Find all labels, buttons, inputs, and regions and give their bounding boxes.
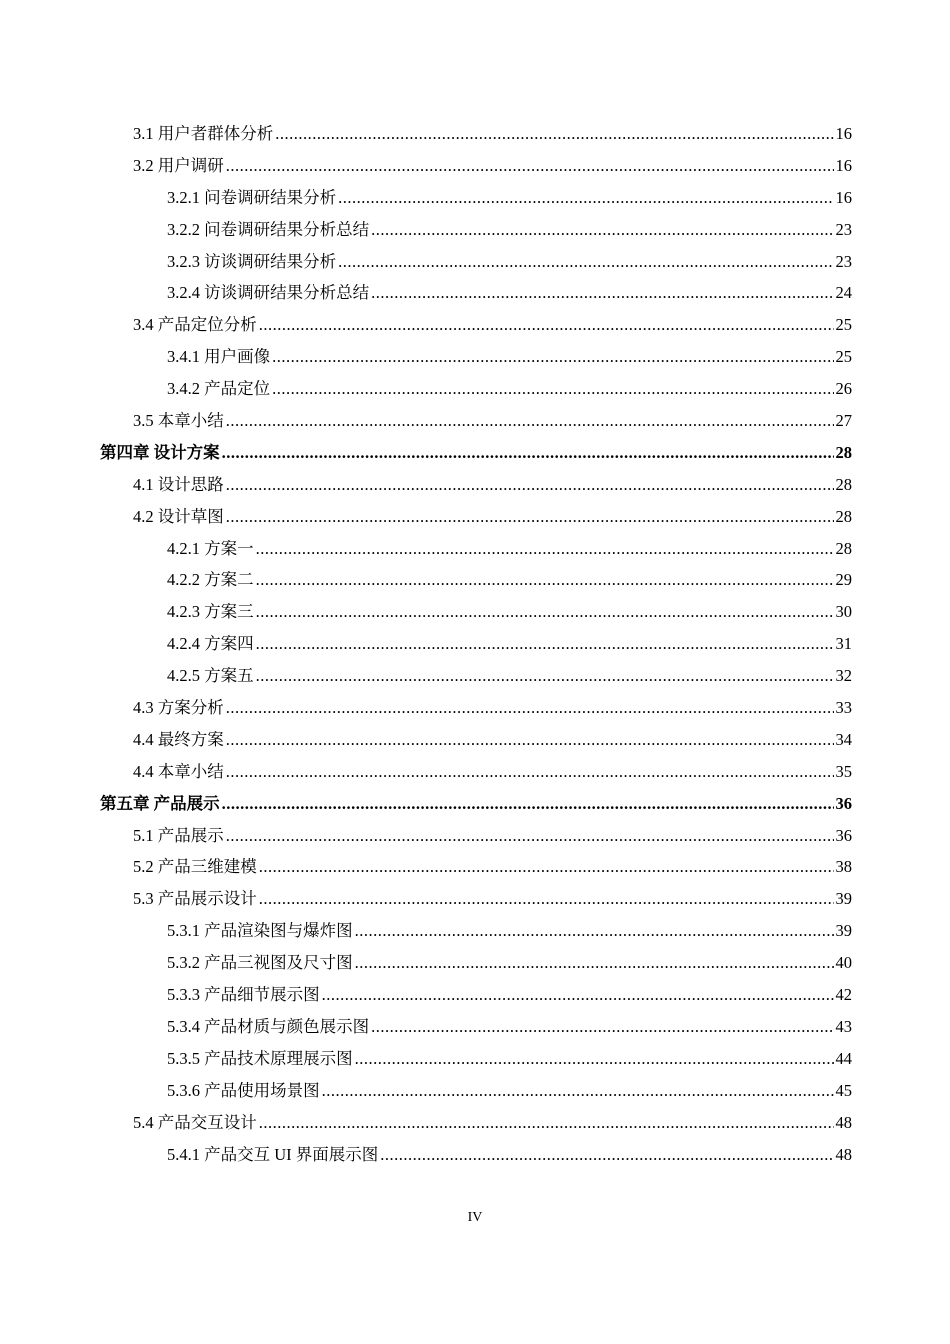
toc-entry-title: 4.3 方案分析 <box>133 698 224 718</box>
toc-entry-title: 5.1 产品展示 <box>133 825 224 845</box>
toc-entry-page: 36 <box>835 793 852 813</box>
toc-dot-leader <box>371 277 833 309</box>
toc-entry-page: 23 <box>835 251 852 271</box>
toc-entry-page: 25 <box>835 347 852 367</box>
toc-dot-leader <box>256 660 834 692</box>
toc-entry[interactable] <box>100 947 852 979</box>
toc-entry[interactable] <box>100 309 852 341</box>
toc-dot-leader <box>256 628 834 660</box>
toc-entry-page: 16 <box>835 187 852 207</box>
toc-entry[interactable] <box>100 788 852 820</box>
toc-dot-leader <box>259 309 834 341</box>
toc-entry-title: 4.2.2 方案二 <box>167 570 254 590</box>
toc-dot-leader <box>259 1107 834 1139</box>
toc-entry-page: 43 <box>835 1016 852 1036</box>
toc-entry-page: 28 <box>835 538 852 558</box>
toc-entry-page: 34 <box>835 729 852 749</box>
toc-entry-title: 3.4.2 产品定位 <box>167 379 271 399</box>
toc-dot-leader <box>338 246 833 278</box>
toc-dot-leader <box>272 341 833 373</box>
toc-dot-leader <box>222 437 834 469</box>
toc-entry-page: 26 <box>835 379 852 399</box>
toc-dot-leader <box>355 947 834 979</box>
toc-dot-leader <box>272 373 833 405</box>
toc-entry-page: 30 <box>835 602 852 622</box>
toc-entry-title: 5.3.5 产品技术原理展示图 <box>167 1048 353 1068</box>
toc-entry-title: 第四章 设计方案 <box>100 442 220 462</box>
toc-entry-page: 28 <box>835 474 852 494</box>
toc-entry-title: 5.3.6 产品使用场景图 <box>167 1080 320 1100</box>
toc-entry-title: 5.3.2 产品三视图及尺寸图 <box>167 953 353 973</box>
toc-entry[interactable] <box>100 851 852 883</box>
toc-entry[interactable] <box>100 150 852 182</box>
toc-dot-leader <box>355 915 834 947</box>
toc-entry-page: 16 <box>835 155 852 175</box>
toc-dot-leader <box>275 118 833 150</box>
toc-entry[interactable] <box>100 883 852 915</box>
toc-entry-title: 3.4.1 用户画像 <box>167 347 271 367</box>
toc-dot-leader <box>322 979 834 1011</box>
toc-dot-leader <box>226 150 834 182</box>
toc-entry-page: 38 <box>835 857 852 877</box>
toc-entry-title: 4.2.5 方案五 <box>167 666 254 686</box>
toc-entry-page: 16 <box>835 124 852 143</box>
toc-dot-leader <box>338 182 833 214</box>
toc-entry-page: 27 <box>835 411 852 431</box>
toc-entry[interactable] <box>100 596 852 628</box>
toc-entry-title: 4.4 本章小结 <box>133 761 224 781</box>
toc-entry[interactable] <box>100 756 852 788</box>
toc-entry-title: 4.2.3 方案三 <box>167 602 254 622</box>
toc-entry-page: 28 <box>835 442 852 462</box>
toc-dot-leader <box>259 883 834 915</box>
toc-entry-page: 48 <box>835 1112 852 1132</box>
toc-entry-title: 4.1 设计思路 <box>133 474 224 494</box>
toc-entry[interactable] <box>100 1043 852 1075</box>
toc-entry[interactable] <box>100 628 852 660</box>
toc-entry[interactable] <box>100 405 852 437</box>
toc-entry-page: 23 <box>835 219 852 239</box>
toc-entry-title: 5.3.3 产品细节展示图 <box>167 985 320 1005</box>
toc-entry[interactable] <box>100 724 852 756</box>
toc-entry[interactable] <box>100 246 852 278</box>
toc-entry[interactable] <box>100 469 852 501</box>
toc-entry-title: 4.2 设计草图 <box>133 506 224 526</box>
toc-entry-title: 5.3.1 产品渲染图与爆炸图 <box>167 921 353 941</box>
toc-entry-title: 3.2.4 访谈调研结果分析总结 <box>167 283 370 303</box>
toc-entry-title: 3.5 本章小结 <box>133 411 224 431</box>
toc-entry-page: 42 <box>835 985 852 1005</box>
toc-entry[interactable] <box>100 533 852 565</box>
toc-dot-leader <box>226 469 834 501</box>
toc-entry-title: 5.4 产品交互设计 <box>133 1112 257 1132</box>
toc-entry[interactable] <box>100 118 852 150</box>
toc-entry-page: 45 <box>835 1080 852 1100</box>
toc-entry[interactable] <box>100 1139 852 1171</box>
toc-entry-title: 4.2.1 方案一 <box>167 538 254 558</box>
toc-dot-leader <box>256 533 834 565</box>
toc-dot-leader <box>355 1043 834 1075</box>
toc-entry[interactable] <box>100 437 852 469</box>
toc-dot-leader <box>259 851 834 883</box>
toc-entry-page: 32 <box>835 666 852 686</box>
toc-entry[interactable] <box>100 277 852 309</box>
toc-entry-page: 40 <box>835 953 852 973</box>
toc-entry[interactable] <box>100 979 852 1011</box>
toc-entry-title: 5.4.1 产品交互 UI 界面展示图 <box>167 1144 379 1164</box>
toc-entry-title: 3.4 产品定位分析 <box>133 315 257 335</box>
toc-entry[interactable] <box>100 660 852 692</box>
toc-entry-page: 48 <box>835 1144 852 1164</box>
toc-dot-leader <box>256 564 834 596</box>
toc-entry[interactable] <box>100 1107 852 1139</box>
toc-entry-title: 第五章 产品展示 <box>100 793 220 813</box>
toc-entry-title: 3.2.2 问卷调研结果分析总结 <box>167 219 370 239</box>
toc-dot-leader <box>380 1139 833 1171</box>
toc-entry-title: 5.3 产品展示设计 <box>133 889 257 909</box>
toc-entry-page: 44 <box>835 1048 852 1068</box>
toc-entry-title: 4.2.4 方案四 <box>167 634 254 654</box>
page-number: IV <box>467 1210 483 1225</box>
toc-entry-page: 33 <box>835 698 852 718</box>
toc-entry-page: 39 <box>835 889 852 909</box>
toc-entry[interactable] <box>100 501 852 533</box>
toc-entry[interactable] <box>100 373 852 405</box>
toc-entry[interactable] <box>100 915 852 947</box>
toc-entry-title: 5.3.4 产品材质与颜色展示图 <box>167 1016 370 1036</box>
toc-dot-leader <box>226 405 834 437</box>
toc-entry[interactable] <box>100 341 852 373</box>
toc-entry[interactable] <box>100 564 852 596</box>
toc-entry-page: 25 <box>835 315 852 335</box>
toc-dot-leader <box>226 724 834 756</box>
toc-entry-title: 4.4 最终方案 <box>133 729 224 749</box>
toc-entry-title: 3.2.1 问卷调研结果分析 <box>167 187 337 207</box>
toc-entry-page: 29 <box>835 570 852 590</box>
toc-entry-title: 3.2.3 访谈调研结果分析 <box>167 251 337 271</box>
toc-entry-page: 28 <box>835 506 852 526</box>
toc-entry-title: 3.2 用户调研 <box>133 155 224 175</box>
toc-entry[interactable] <box>100 214 852 246</box>
toc-entry[interactable] <box>100 182 852 214</box>
toc-entry-title: 5.2 产品三维建模 <box>133 857 257 877</box>
toc-dot-leader <box>226 692 834 724</box>
toc-dot-leader <box>371 1011 833 1043</box>
toc-entry-page: 35 <box>835 761 852 781</box>
toc-entry-title: 3.1 用户者群体分析 <box>133 124 274 143</box>
toc-dot-leader <box>226 820 834 852</box>
toc-dot-leader <box>322 1075 834 1107</box>
toc-entry-page: 31 <box>835 634 852 654</box>
toc-entry[interactable] <box>100 1075 852 1107</box>
toc-dot-leader <box>371 214 833 246</box>
toc-entry-page: 39 <box>835 921 852 941</box>
toc-entry[interactable] <box>100 820 852 852</box>
toc-dot-leader <box>226 756 834 788</box>
toc-entry-page: 36 <box>835 825 852 845</box>
toc-dot-leader <box>226 501 834 533</box>
table-of-contents <box>100 118 852 1170</box>
toc-entry[interactable] <box>100 1011 852 1043</box>
toc-entry-page: 24 <box>835 283 852 303</box>
toc-entry[interactable] <box>100 692 852 724</box>
toc-dot-leader <box>222 788 834 820</box>
toc-dot-leader <box>256 596 834 628</box>
